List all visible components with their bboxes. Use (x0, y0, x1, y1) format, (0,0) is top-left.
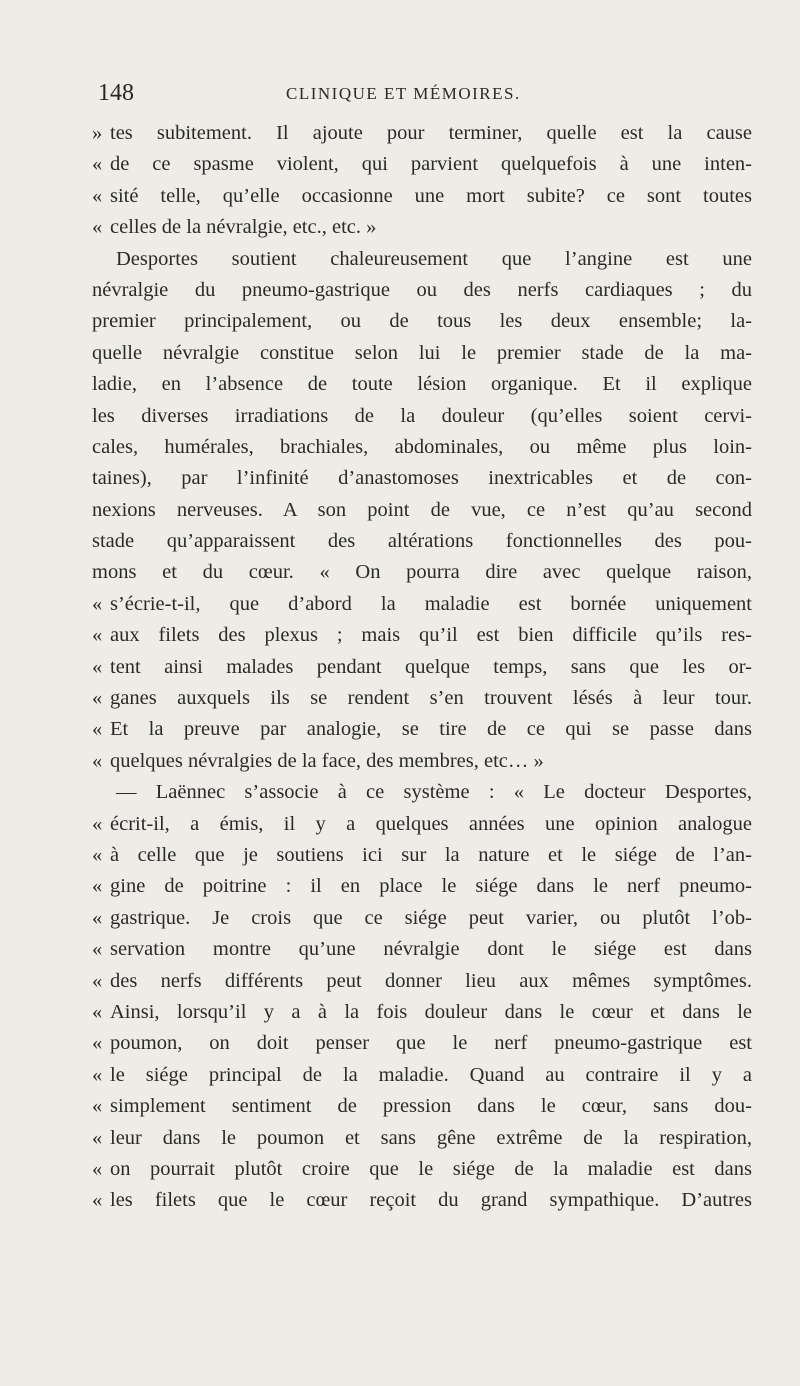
text-line (92, 557, 752, 588)
text-line (92, 212, 752, 243)
quote-mark: « (92, 1189, 103, 1212)
quote-mark: « (92, 718, 103, 741)
line-text: stade qu’apparaissent des altérations fonctionnelles des pou- (92, 530, 752, 553)
quote-mark: « (92, 906, 103, 929)
quote-mark: « (92, 592, 103, 615)
text-line (92, 432, 752, 463)
line-text: simplement sentiment de pression dans le cœur, sans dou- (110, 1095, 752, 1118)
text-line (92, 652, 752, 683)
quote-mark: « (92, 153, 103, 176)
text-line (92, 777, 752, 808)
line-text: écrit-il, a émis, il y a quelques années une opinion analogue (110, 812, 752, 835)
line-text: gastrique. Je crois que ce siége peut varier, ou plutôt l’ob- (110, 906, 752, 929)
line-text: servation montre qu’une névralgie dont le siége est dans (110, 938, 752, 961)
text-line (92, 463, 752, 494)
quote-mark: « (92, 1063, 103, 1086)
text-line (92, 118, 752, 149)
text-line (92, 683, 752, 714)
line-text: aux filets des plexus ; mais qu’il est bien difficile qu’ils res- (110, 624, 752, 647)
line-text: quelle névralgie constitue selon lui le premier stade de la ma- (92, 341, 752, 364)
text-line (92, 149, 752, 180)
text-line (92, 589, 752, 620)
line-text: les filets que le cœur reçoit du grand sympathique. D’autres (110, 1189, 752, 1212)
quote-mark: « (92, 655, 103, 678)
quote-mark: « (92, 749, 103, 772)
line-text: premier principalement, ou de tous les deux ensemble; la- (92, 310, 752, 333)
text-line (92, 997, 752, 1028)
quote-mark: « (92, 1000, 103, 1023)
line-text: Et la preuve par analogie, se tire de ce qui se passe dans (110, 718, 752, 741)
text-line (92, 809, 752, 840)
running-title: CLINIQUE ET MÉMOIRES. (286, 84, 521, 103)
quote-mark: « (92, 216, 103, 239)
text-line (92, 1185, 752, 1216)
text-line (92, 181, 752, 212)
text-line (92, 1154, 752, 1185)
line-text: tes subitement. Il ajoute pour terminer, quelle est la cause (110, 122, 752, 144)
line-text: leur dans le poumon et sans gêne extrême de la respiration, (110, 1126, 752, 1149)
line-text: sité telle, qu’elle occasionne une mort subite? ce sont toutes (110, 184, 752, 207)
text-line (92, 1028, 752, 1059)
line-text: gine de poitrine : il en place le siége dans le nerf pneumo- (110, 875, 752, 898)
quote-mark: « (92, 875, 103, 898)
text-line (92, 746, 752, 777)
line-text: névralgie du pneumo-gastrique ou des nerfs cardiaques ; du (92, 278, 752, 301)
line-text: — Laënnec s’associe à ce système : « Le docteur Desportes, (116, 781, 752, 804)
text-line (92, 1091, 752, 1122)
text-line (92, 871, 752, 902)
text-line (92, 338, 752, 369)
line-text: s’écrie-t-il, que d’abord la maladie est bornée uniquement (110, 592, 752, 615)
text-line (92, 306, 752, 337)
quote-mark: « (92, 969, 103, 992)
line-text: nexions nerveuses. A son point de vue, ce n’est qu’au second (92, 498, 752, 521)
line-text: ganes auxquels ils se rendent s’en trouvent lésés à leur tour. (110, 687, 752, 710)
text-line (92, 934, 752, 965)
quote-mark: « (92, 1157, 103, 1180)
text-line (92, 620, 752, 651)
quote-mark: « (92, 843, 103, 866)
line-text: les diverses irradiations de la douleur (qu’elles soient cervi- (92, 404, 752, 427)
line-text: celles de la névralgie, etc., etc. » (110, 216, 377, 239)
text-line (92, 369, 752, 400)
quote-mark: « (92, 184, 103, 207)
line-text: Ainsi, lorsqu’il y a à la fois douleur dans le cœur et dans le (110, 1000, 752, 1023)
line-text: tent ainsi malades pendant quelque temps, sans que les or- (110, 655, 752, 678)
text-line (92, 244, 752, 275)
line-text: cales, humérales, brachiales, abdominales, ou même plus loin- (92, 435, 752, 458)
line-text: le siége principal de la maladie. Quand au contraire il y a (110, 1063, 752, 1086)
running-head (98, 80, 748, 114)
quote-mark: « (92, 687, 103, 710)
text-line (92, 526, 752, 557)
quote-mark: « (92, 1126, 103, 1149)
line-text: Desportes soutient chaleureusement que l’angine est une (116, 247, 752, 270)
line-text: ladie, en l’absence de toute lésion organique. Et il explique (92, 373, 752, 396)
text-line (92, 1060, 752, 1091)
quote-mark: « (92, 1032, 103, 1055)
text-line (92, 401, 752, 432)
line-text: de ce spasme violent, qui parvient quelquefois à une inten- (110, 153, 752, 176)
page-number: 148 (98, 80, 134, 106)
quote-mark: « (92, 624, 103, 647)
body-text (92, 118, 752, 1217)
line-text: poumon, on doit penser que le nerf pneumo-gastrique est (110, 1032, 752, 1055)
text-line (92, 495, 752, 526)
line-text: mons et du cœur. « On pourra dire avec quelque raison, (92, 561, 752, 584)
line-text: taines), par l’infinité d’anastomoses inextricables et de con- (92, 467, 752, 490)
text-line (92, 1123, 752, 1154)
text-line (92, 903, 752, 934)
quote-mark: « (92, 1095, 103, 1118)
text-line (92, 966, 752, 997)
quote-mark: » (92, 122, 103, 144)
line-text: on pourrait plutôt croire que le siége de la maladie est dans (110, 1157, 752, 1180)
quote-mark: « (92, 938, 103, 961)
text-line (92, 714, 752, 745)
text-line (92, 275, 752, 306)
line-text: quelques névralgies de la face, des membres, etc… » (110, 749, 544, 772)
line-text: des nerfs différents peut donner lieu aux mêmes symptômes. (110, 969, 752, 992)
line-text: à celle que je soutiens ici sur la nature et le siége de l’an- (110, 843, 752, 866)
text-line (92, 840, 752, 871)
quote-mark: « (92, 812, 103, 835)
